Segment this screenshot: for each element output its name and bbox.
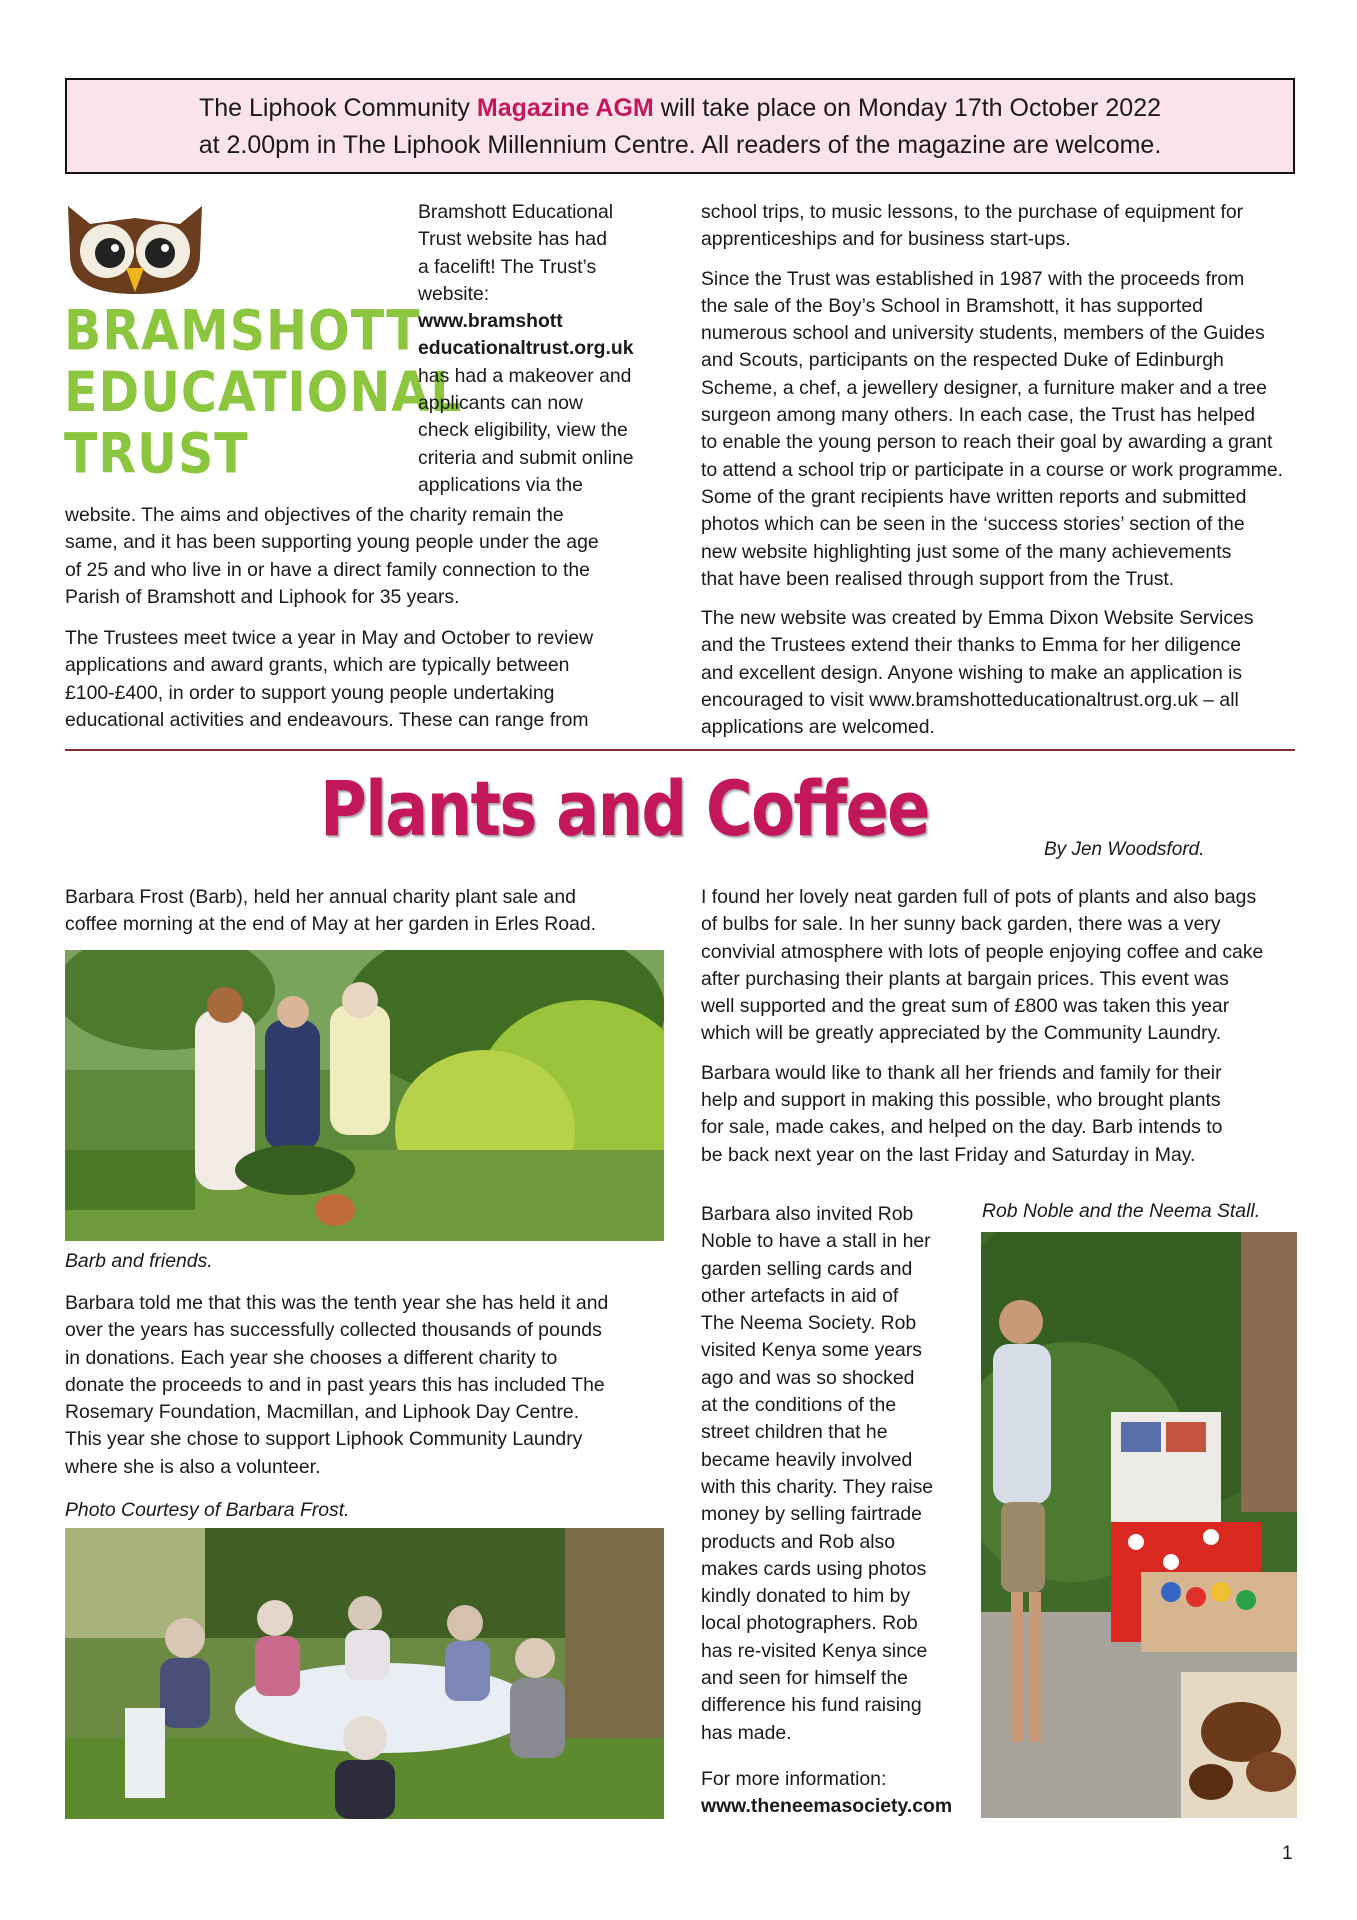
plants-history: [65, 1290, 665, 1481]
text-line: money by selling fairtrade: [701, 1503, 922, 1526]
text-line: applicants can now: [418, 392, 583, 415]
text-line: over the years has successfully collected thousands of pounds: [65, 1319, 602, 1342]
logo-line: TRUST: [64, 422, 249, 486]
photo-coffee-morning: [65, 1528, 664, 1819]
plants-intro: [65, 884, 665, 939]
text-line: and Scouts, participants on the respected Duke of Edinburgh: [701, 349, 1224, 372]
text-line: £100-£400, in order to support young people undertaking: [65, 681, 555, 704]
article-byline: By Jen Woodsford.: [1044, 839, 1205, 860]
text-line: Since the Trust was established in 1987 with the proceeds from: [701, 267, 1245, 290]
text-line: numerous school and university students, members of the Guides: [701, 322, 1265, 345]
text-line: Bramshott Educational: [418, 201, 614, 223]
text-line: applications and award grants, which are typically between: [65, 654, 570, 677]
text-line: website. The aims and objectives of the charity remain the: [65, 504, 564, 526]
text-line: check eligibility, view the: [418, 419, 628, 442]
text-line: well supported and the great sum of £800 was taken this year: [701, 995, 1230, 1018]
trust-right-column: [701, 199, 1301, 742]
text-line: Barbara told me that this was the tenth year she has held it and: [65, 1292, 609, 1314]
text-line: the sale of the Boy’s School in Bramshott, it has supported: [701, 294, 1203, 317]
text-line: ago and was so shocked: [701, 1366, 915, 1389]
text-line: convivial atmosphere with lots of people enjoying coffee and cake: [701, 940, 1264, 963]
text-line: makes cards using photos: [701, 1557, 927, 1580]
text-line: Barbara would like to thank all her friends and family for their: [701, 1061, 1222, 1084]
text-line: Rosemary Foundation, Macmillan, and Liphook Day Centre.: [65, 1401, 580, 1424]
text-line: difference his fund raising: [701, 1694, 922, 1717]
trust-left-column: [65, 502, 665, 734]
logo-wordmark: [64, 298, 463, 486]
text-line: This year she chose to support Liphook Community Laundry: [65, 1428, 583, 1451]
agm-announcement-box: [65, 78, 1295, 174]
text-line: same, and it has been supporting young people under the age: [65, 531, 599, 554]
text-line: and excellent design. Anyone wishing to make an application is: [701, 661, 1243, 684]
text-line: The Trustees meet twice a year in May and October to review: [65, 627, 594, 650]
text-line: a facelift! The Trust’s: [418, 255, 597, 278]
text-line: of 25 and who live in or have a direct family connection to the: [65, 558, 590, 581]
rob-noble-column: [701, 1201, 971, 1821]
announcement-text-end: will take place on Monday 17th October 2022: [653, 94, 1162, 122]
text-line: which will be greatly appreciated by the Community Laundry.: [701, 1022, 1222, 1045]
announcement-line-1: [67, 90, 1293, 127]
text-line: has re-visited Kenya since: [701, 1639, 928, 1662]
more-info-label: For more information:: [701, 1767, 887, 1790]
text-line: website:: [418, 282, 490, 305]
text-line: in donations. Each year she chooses a different charity to: [65, 1346, 558, 1369]
text-line: help and support in making this possible, who brought plants: [701, 1089, 1221, 1112]
page-number: 1: [1282, 1843, 1293, 1864]
text-line: criteria and submit online: [418, 446, 634, 469]
text-line: at the conditions of the: [701, 1394, 897, 1417]
neema-stall-photo-image: [981, 1232, 1297, 1818]
text-line: Barbara also invited Rob: [701, 1203, 914, 1225]
text-line: products and Rob also: [701, 1530, 896, 1553]
section-divider: [65, 749, 1295, 751]
logo-line: EDUCATIONAL: [64, 360, 463, 425]
text-line: where she is also a volunteer.: [65, 1455, 321, 1478]
text-line: kindly donated to him by: [701, 1585, 911, 1608]
text-line: after purchasing their plants at bargain prices. This event was: [701, 967, 1229, 990]
text-line: The new website was created by Emma Dixon Website Services: [701, 607, 1254, 630]
text-line: applications via the: [418, 473, 583, 496]
text-line: new website highlighting just some of the many achievements: [701, 540, 1232, 563]
text-line: and seen for himself the: [701, 1667, 908, 1690]
text-line: surgeon among many others. In each case, the Trust has helped: [701, 404, 1256, 427]
announcement-text: The Liphook Community: [198, 94, 477, 122]
photo1-caption: Barb and friends.: [65, 1250, 213, 1272]
text-line: donate the proceeds to and in past years this has included The: [65, 1373, 605, 1396]
trust-website-url[interactable]: educationaltrust.org.uk: [418, 337, 634, 360]
text-line: to attend a school trip or participate in a course or work programme.: [701, 458, 1283, 481]
owl-icon: [60, 196, 210, 296]
text-line: Trust website has had: [418, 228, 607, 251]
text-line: encouraged to visit www.bramshotteducationaltrust.org.uk – all: [701, 689, 1239, 712]
text-line: Parish of Bramshott and Liphook for 35 years.: [65, 585, 460, 608]
text-line: with this charity. They raise: [701, 1475, 934, 1498]
neema-society-url[interactable]: www.theneemasociety.com: [701, 1795, 953, 1818]
text-line: has had a makeover and: [418, 364, 632, 387]
photo3-caption: Rob Noble and the Neema Stall.: [982, 1200, 1261, 1222]
text-line: Noble to have a stall in her: [701, 1230, 931, 1253]
announcement-highlight: Magazine AGM: [476, 94, 654, 122]
garden-photo-image: [65, 950, 664, 1241]
text-line: other artefacts in aid of: [701, 1284, 899, 1307]
text-line: Some of the grant recipients have written reports and submitted: [701, 485, 1247, 508]
photo-rob-noble-stall: [981, 1232, 1297, 1818]
photo2-credit: Photo Courtesy of Barbara Frost.: [65, 1499, 350, 1521]
text-line: photos which can be seen in the ‘success stories’ section of the: [701, 513, 1245, 536]
article-headline: Plants and Coffee: [320, 764, 929, 853]
text-line: visited Kenya some years: [701, 1339, 922, 1362]
text-line: apprenticeships and for business start-ups.: [701, 228, 1071, 251]
photo-barb-and-friends: [65, 950, 664, 1241]
trust-website-url[interactable]: www.bramshott: [418, 310, 563, 333]
text-line: local photographers. Rob: [701, 1612, 918, 1635]
text-line: that have been realised through support from the Trust.: [701, 567, 1175, 590]
text-line: be back next year on the last Friday and Saturday in May.: [701, 1143, 1196, 1166]
text-line: garden selling cards and: [701, 1257, 913, 1280]
plants-right-column: [701, 884, 1301, 1169]
text-line: Barbara Frost (Barb), held her annual charity plant sale and: [65, 886, 576, 908]
text-line: educational activities and endeavours. These can range from: [65, 709, 589, 732]
announcement-line-2: at 2.00pm in The Liphook Millennium Centre. All readers of the magazine are welcome.: [198, 131, 1162, 159]
text-line: applications are welcomed.: [701, 716, 935, 739]
text-line: and the Trustees extend their thanks to Emma for her diligence: [701, 634, 1242, 657]
text-line: of bulbs for sale. In her sunny back garden, there was a very: [701, 913, 1221, 936]
coffee-morning-photo-image: [65, 1528, 664, 1819]
text-line: The Neema Society. Rob: [701, 1312, 917, 1335]
text-line: street children that he: [701, 1421, 888, 1444]
text-line: became heavily involved: [701, 1448, 913, 1471]
trust-intro-beside-logo: [418, 199, 668, 499]
text-line: I found her lovely neat garden full of pots of plants and also bags: [701, 886, 1257, 908]
text-line: to enable the young person to reach their goal by awarding a grant: [701, 431, 1273, 454]
text-line: coffee morning at the end of May at her garden in Erles Road.: [65, 913, 597, 936]
text-line: school trips, to music lessons, to the purchase of equipment for: [701, 201, 1244, 223]
text-line: for sale, made cakes, and helped on the day. Barb intends to: [701, 1116, 1223, 1139]
text-line: Scheme, a chef, a jewellery designer, a furniture maker and a tree: [701, 376, 1267, 399]
logo-line: BRAMSHOTT: [64, 298, 421, 363]
text-line: has made.: [701, 1721, 792, 1744]
